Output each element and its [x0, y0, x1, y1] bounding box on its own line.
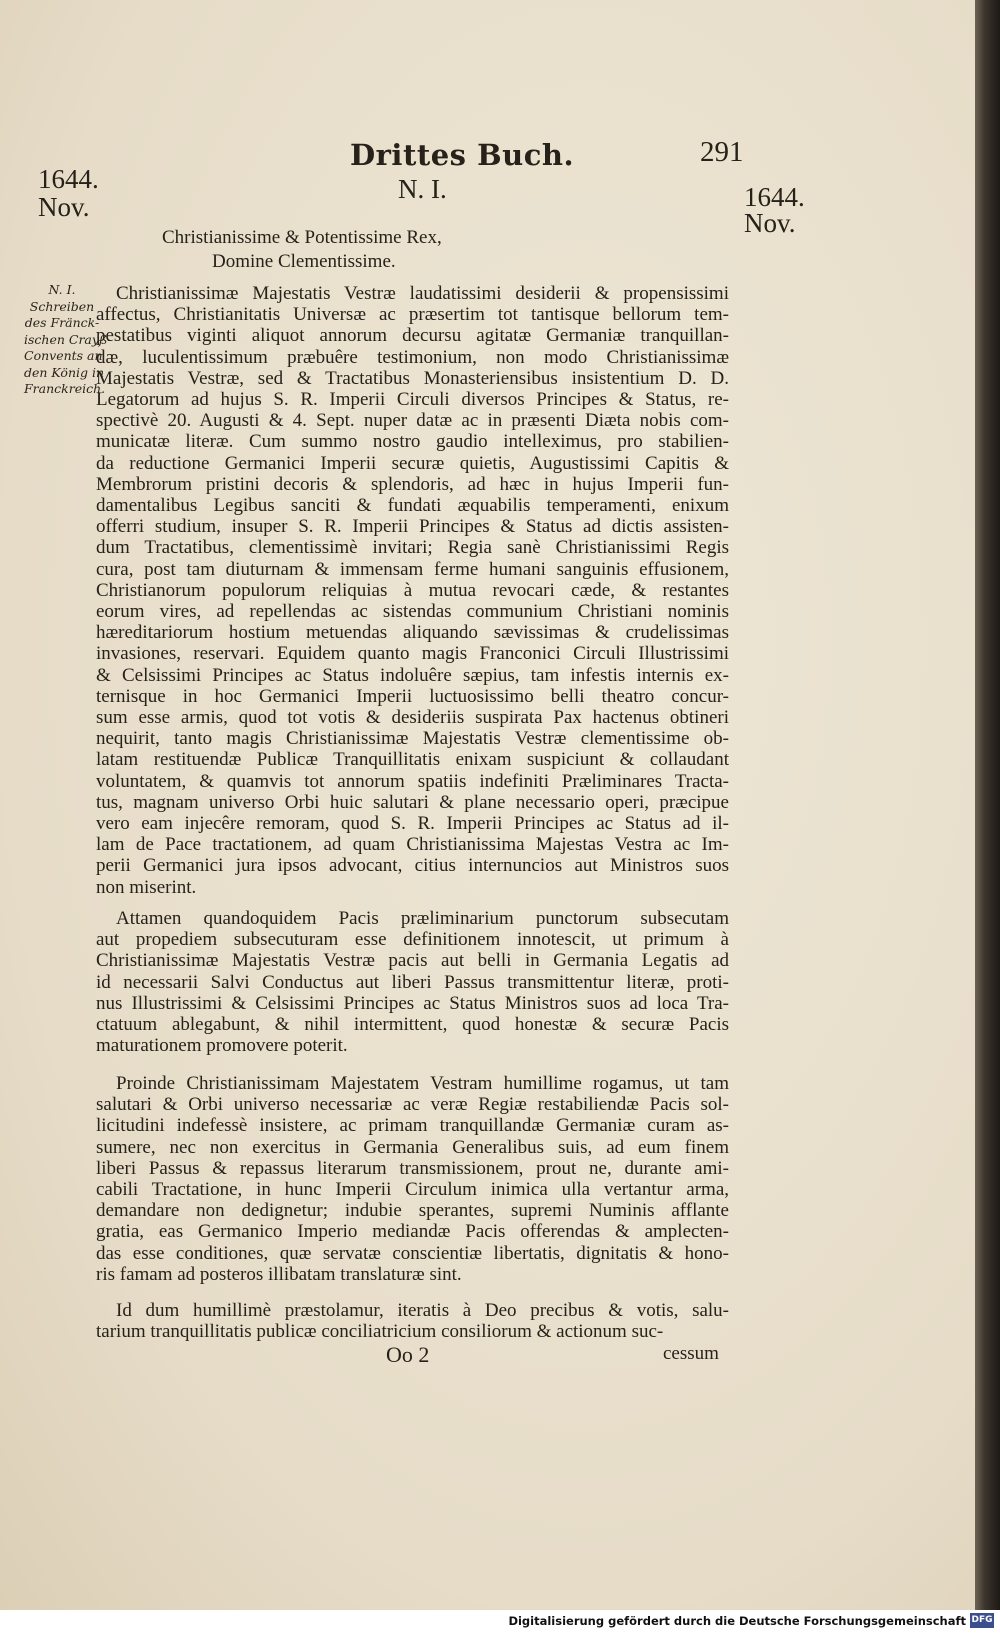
year-right: 1644. — [744, 182, 805, 212]
footer-bar — [0, 1610, 1000, 1633]
marginal-note-line: den König in — [24, 364, 105, 380]
document-number: N. I. — [398, 174, 447, 204]
text-line: nus Illustrissimi & Celsissimi Principes ac Status Ministros suos ad loca Tra- — [96, 992, 729, 1014]
text-line: Id dum humillimè præstolamur, iteratis à Deo precibus & votis, salu- — [116, 1300, 729, 1321]
marginal-note-line: des Fränck- — [24, 315, 100, 330]
text-line: da reductione Germanici Imperii securæ quietis, Augustissimi Capitis & — [96, 452, 729, 474]
text-line: sum esse armis, quod tot votis & desideriis suspirata Pax hactenus obtineri — [96, 707, 729, 729]
text-line: hæreditariorum hostium metuendas aliquando sævissimas & crudelissimas — [96, 622, 729, 644]
text-line: Christianissimæ Majestatis Vestræ pacis aut belli in Germania Legatis ad — [96, 950, 729, 972]
salutation-line: Christianissime & Potentissime Rex, — [162, 227, 442, 248]
text-line: voluntatem, & quamvis tot annorum spatiis indefiniti Præliminares Tracta- — [96, 770, 729, 792]
text-line: affectus, Christianitatis Universæ ac præsertim tot tantisque bellorum tem- — [96, 304, 729, 326]
text-line: lam de Pace tractationem, ad quam Christianissima Majestas Vestra ac Im- — [96, 834, 729, 856]
text-line: dum Tractatibus, clementissimè invitari; Regia sanè Christianissimi Regis — [96, 537, 729, 559]
text-line: das esse conditiones, quæ servatæ conscientiæ libertatis, dignitatis & hono- — [96, 1242, 729, 1264]
marginal-note-line: N. I. — [48, 282, 76, 297]
text-line: sumere, nec non exercitus in Germania Generalibus suis, ad eum finem — [96, 1136, 729, 1158]
text-line: damentalibus Legibus sanciti & fundati æquabilis temperamenti, enixum — [96, 495, 729, 517]
text-line: aut propediem subsecuturam esse definitionem innotescit, ut primum à — [96, 929, 729, 951]
text-line: municatæ literæ. Cum summo nostro gaudio intelleximus, pro stabilien- — [96, 431, 729, 453]
text-line: cura, post tam diuturnam & immensam ferme humani sanguinis effusionem, — [96, 558, 729, 580]
marginal-note-line: Schreiben — [29, 298, 95, 314]
salutation-line: Domine Clementissime. — [212, 251, 396, 272]
text-line: gratia, eas Germanico Imperio mediandæ Pacis offerendas & amplecten- — [96, 1221, 729, 1243]
text-line: pestatibus viginti aliquot annorum decursu agitatæ Germaniæ tranquillan- — [96, 325, 729, 347]
text-line: & Celsissimi Principes ac Status indoluêre sæpius, tam infestis internis ex- — [96, 664, 729, 686]
month-right: Nov. — [744, 208, 796, 238]
text-line: non miserint. — [96, 876, 197, 898]
text-line: licitudini indefessè insistere, ac primam tranquillandæ Germaniæ curam as- — [96, 1115, 729, 1137]
text-line: invasiones, reservari. Equidem quanto magis Franconici Circuli Illustrissimi — [96, 643, 729, 665]
text-line: vero eam injecêre remoram, quod S. R. Imperii Principes ac Status ad il- — [96, 813, 729, 835]
paragraph — [96, 1300, 729, 1342]
text-line: dæ, luculentissimum præbuêre testimonium, non modo Christianissimæ — [96, 346, 729, 368]
footer-credit: Digitalisierung gefördert durch die Deutsche Forschungsgemeinschaft — [508, 1614, 966, 1628]
text-line: maturationem promovere poterit. — [96, 1035, 348, 1057]
text-line: Membrorum pristini decoris & splendoris, ad hæc in hujus Imperii fun- — [96, 473, 729, 495]
year-left: 1644. — [38, 164, 99, 194]
marginal-note — [24, 282, 112, 398]
signature-mark: Oo 2 — [386, 1342, 430, 1367]
month-left: Nov. — [38, 192, 90, 222]
text-line: spectivè 20. Augusti & 4. Sept. nuper datæ ac in præsenti Diæta nobis com- — [96, 410, 729, 432]
paragraph — [96, 1073, 729, 1285]
text-line: offerri studium, insuper S. R. Imperii Principes & Status ad dictis assisten- — [96, 516, 729, 538]
book-edge — [975, 0, 1000, 1610]
text-line: salutari & Orbi universo necessariæ ac veræ Regiæ restabiliendæ Pacis sol- — [96, 1094, 729, 1116]
paragraph — [96, 283, 729, 898]
text-line: Attamen quandoquidem Pacis præliminarium punctorum subsecutam — [116, 908, 729, 929]
text-line: demandare non dedignetur; indubie sperantes, supremi Numinis afflante — [96, 1200, 729, 1222]
page-number: 291 — [700, 136, 744, 168]
catchword: cessum — [663, 1343, 719, 1364]
text-line: perii Germanici jura ipsos advocant, citius internuncios aut Ministros suos — [96, 855, 729, 877]
text-line: Majestatis Vestræ, sed & Tractatibus Monasteriensibus insistentium D. D. — [96, 367, 729, 389]
running-head: Drittes Buch. — [350, 138, 575, 172]
dfg-logo: DFG — [970, 1613, 994, 1628]
text-line: ris famam ad posteros illibatam translaturæ sint. — [96, 1263, 462, 1285]
text-line: Christianissimæ Majestatis Vestræ laudatissimi desiderii & propensissimi — [116, 283, 729, 304]
text-line: ternisque in hoc Germanici Imperii luctuosissimo belli theatro concur- — [96, 685, 729, 707]
text-line: Proinde Christianissimam Majestatem Vestram humillime rogamus, ut tam — [116, 1073, 729, 1094]
paragraph — [96, 908, 729, 1056]
marginal-note-line: Convents an — [24, 348, 103, 363]
text-line: ctatuum ablegabunt, & nihil intermittent, quod honestæ & securæ Pacis — [96, 1014, 729, 1036]
text-line: tus, magnam universo Orbi huic salutari & plane necessario operi, præcipue — [96, 791, 729, 813]
marginal-note-line: ischen Crayß- — [24, 331, 112, 347]
text-line: eorum vires, ad repellendas ac sistendas communium Christiani nominis — [96, 601, 729, 623]
marginal-note-line: Franckreich. — [24, 381, 106, 396]
text-line: liberi Passus & repassus literarum transmissionem, prout ne, durante ami- — [96, 1157, 729, 1179]
text-line: nequirit, tanto magis Christianissimæ Majestatis Vestræ clementissime ob- — [96, 728, 729, 750]
text-line: Legatorum ad hujus S. R. Imperii Circuli diversos Principes & Status, re- — [96, 389, 729, 411]
text-line: cabili Tractatione, in hunc Imperii Circulum inimica ulla vertantur arma, — [96, 1179, 729, 1201]
text-line: latam restituendæ Publicæ Tranquillitatis enixam suspiciunt & collaudant — [96, 749, 729, 771]
text-line: Christianorum populorum reliquias à mutua revocari cæde, & restantes — [96, 579, 729, 601]
text-line: tarium tranquillitatis publicæ conciliatricium consiliorum & actionum suc- — [96, 1321, 664, 1343]
text-line: id necessarii Salvi Conductus aut liberi Passus transmittentur literæ, proti- — [96, 971, 729, 993]
